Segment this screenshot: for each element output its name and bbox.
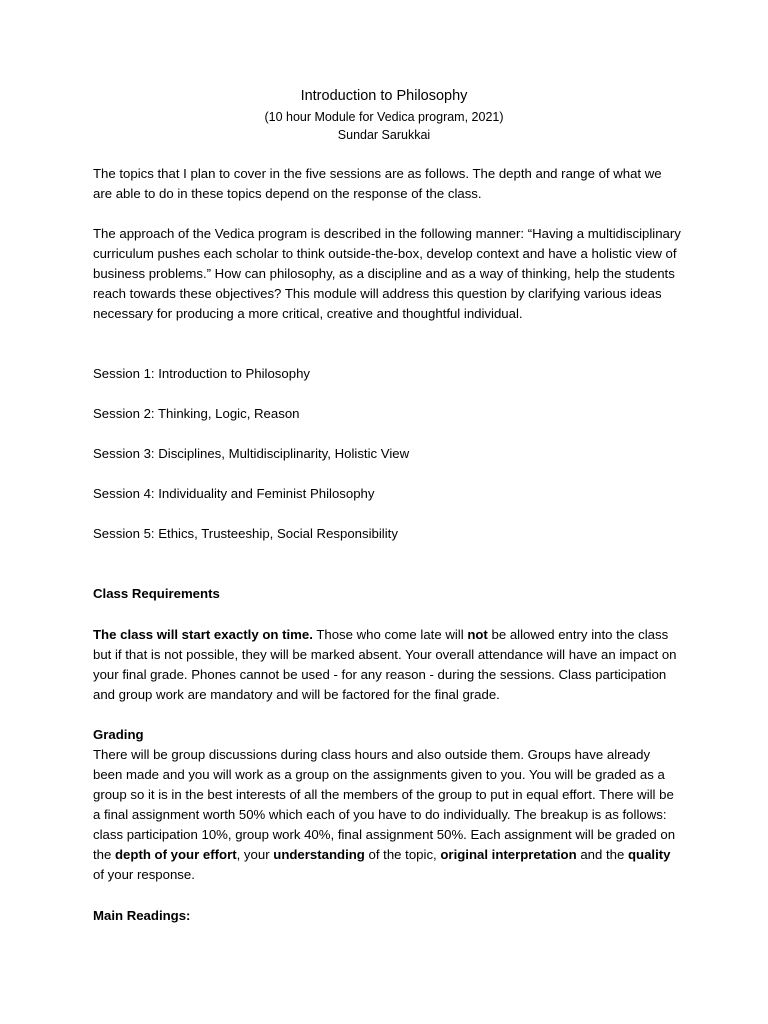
grading-text-5: of your response. [93,867,195,882]
start-on-time-emphasis: The class will start exactly on time. [93,627,313,642]
document-title: Introduction to Philosophy [300,88,468,104]
grading-paragraph [93,745,683,885]
class-requirements-paragraph [93,625,683,705]
understanding-emphasis: understanding [273,847,365,862]
not-emphasis: not [467,627,488,642]
session-5: Session 5: Ethics, Trusteeship, Social Responsibility [93,526,398,541]
grading-text-2: , your [236,847,274,862]
original-interpretation-emphasis: original interpretation [440,847,577,862]
quality-emphasis: quality [627,847,671,862]
main-readings-heading: Main Readings: [93,908,191,923]
grading-text-4: and the [576,847,628,862]
requirements-text-2: be allowed entry into the class but if that is not possible, they will be marked absent. Your overall attendance will have an impact on your final grade. Phones cannot be used - for any reason - during the sessions. Class participation and group work are mandatory and will be factored for the final grade. [93,627,677,702]
requirements-text-1: Those who come late will [312,627,468,642]
session-4: Session 4: Individuality and Feminist Philosophy [93,486,375,501]
intro-paragraph: The topics that I plan to cover in the five sessions are as follows. The depth and range of what we are able to do in these topics depend on the response of the class. [93,166,662,201]
session-1: Session 1: Introduction to Philosophy [93,366,310,381]
grading-text-3: of the topic, [364,847,441,862]
approach-paragraph: The approach of the Vedica program is described in the following manner: “Having a multidisciplinary curriculum pushes each scholar to think outside-the-box, develop context and have a holistic view of business problems.” How can philosophy, as a discipline and as a way of thinking, help the students reach towards these objectives? This module will address this question by clarifying various ideas necessary for producing a more critical, creative and thoughtful individual. [93,226,681,321]
session-2: Session 2: Thinking, Logic, Reason [93,406,300,421]
depth-of-effort-emphasis: depth of your effort [115,847,237,862]
document-author: Sundar Sarukkai [337,128,431,142]
session-3: Session 3: Disciplines, Multidisciplinarity, Holistic View [93,446,410,461]
grading-text-1: There will be group discussions during class hours and also outside them. Groups have already been made and you will work as a group on the assignments given to you. You will be graded as a group so it is in the best interests of all the members of the group to put in equal effort. There will be a final assignment worth 50% which each of you have to do individually. The breakup is as follows: class participation 10%, group work 40%, final assignment 50%. Each assignment will be graded on the [93,747,676,862]
document-subtitle: (10 hour Module for Vedica program, 2021) [264,110,504,124]
grading-heading: Grading [93,727,144,742]
class-requirements-heading: Class Requirements [93,586,220,601]
